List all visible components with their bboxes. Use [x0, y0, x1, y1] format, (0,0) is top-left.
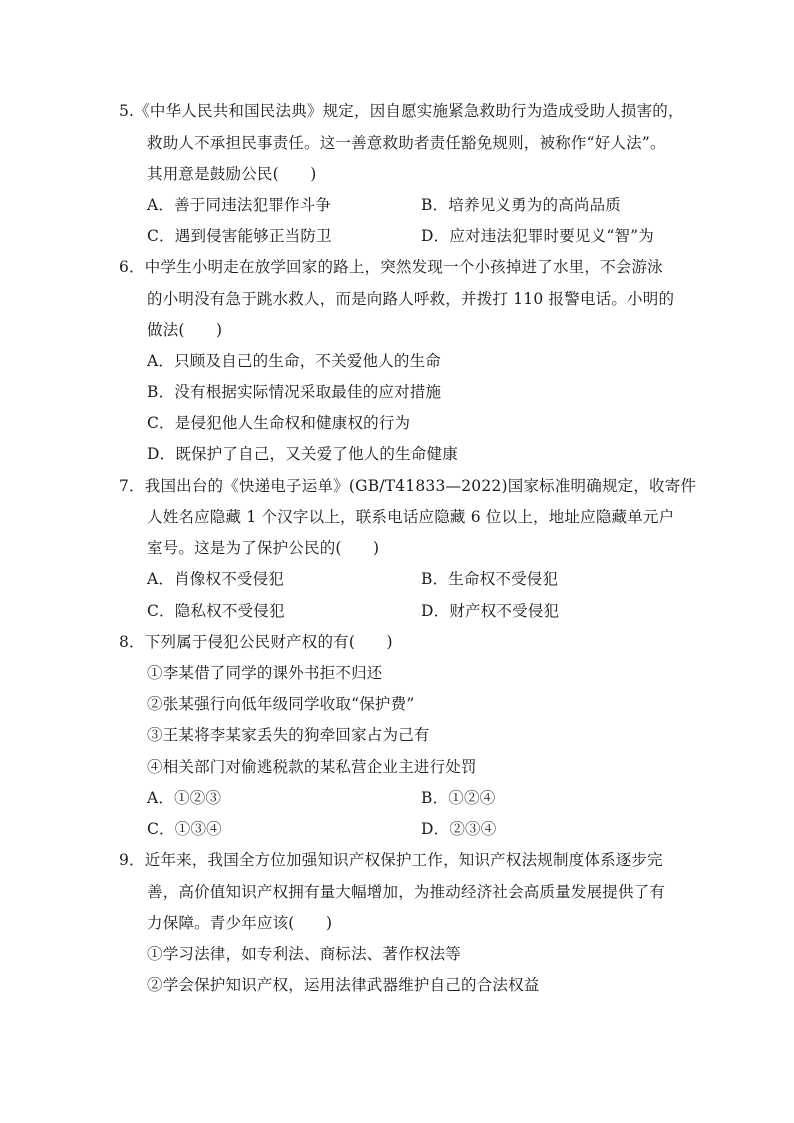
question-7-stem-line-2: 人姓名应隐藏 1 个汉字以上，联系电话应隐藏 6 位以上，地址应隐藏单元户	[147, 508, 675, 526]
question-6-option-c[interactable]: C．是侵犯他人生命权和健康权的行为	[147, 414, 411, 432]
question-7-option-c[interactable]: C．隐私权不受侵犯	[147, 602, 285, 620]
question-6-stem-line-2: 的小明没有急于跳水救人，而是向路人呼救，并拨打 110 报警电话。小明的	[147, 290, 675, 308]
question-8-option-a[interactable]: A．①②③	[147, 789, 222, 807]
question-6-stem-line-3: 做法( )	[147, 321, 223, 339]
question-5-option-a[interactable]: A．善于同违法犯罪作斗争	[147, 196, 332, 214]
question-8-option-c[interactable]: C．①③④	[147, 820, 222, 838]
question-9-item-2: ②学会保护知识产权，运用法律武器维护自己的合法权益	[147, 976, 540, 994]
question-7-stem-line-1: 7．我国出台的《快递电子运单》(GB/T41833—2022)国家标准明确规定，收寄件	[119, 477, 697, 495]
question-5-stem-line-2: 救助人不承担民事责任。这一善意救助者责任豁免规则，被称作“好人法”。	[147, 134, 666, 152]
question-5-option-c[interactable]: C．遇到侵害能够正当防卫	[147, 227, 332, 245]
question-8-option-b[interactable]: B．①②④	[421, 789, 496, 807]
question-8-stem-line-1: 8．下列属于侵犯公民财产权的有( )	[119, 633, 393, 651]
question-7-option-d[interactable]: D．财产权不受侵犯	[421, 602, 560, 620]
question-8-item-4: ④相关部门对偷逃税款的某私营企业主进行处罚	[147, 758, 477, 776]
question-8-item-3: ③王某将李某家丢失的狗牵回家占为己有	[147, 726, 430, 744]
question-7-option-b[interactable]: B．生命权不受侵犯	[421, 570, 559, 588]
question-8-item-2: ②张某强行向低年级同学收取“保护费”	[147, 695, 415, 713]
question-9-stem-line-1: 9．近年来，我国全方位加强知识产权保护工作，知识产权法规制度体系逐步完	[119, 851, 663, 869]
question-6-stem-line-1: 6．中学生小明走在放学回家的路上，突然发现一个小孩掉进了水里，不会游泳	[119, 258, 663, 276]
question-7-stem-line-3: 室号。这是为了保护公民的( )	[147, 539, 380, 557]
question-8-option-d[interactable]: D．②③④	[421, 820, 497, 838]
question-6-option-a[interactable]: A．只顾及自己的生命，不关爱他人的生命	[147, 352, 441, 370]
question-5-stem-line-1: 5.《中华人民共和国民法典》规定，因自愿实施紧急救助行为造成受助人损害的，	[119, 102, 684, 120]
question-9-item-1: ①学习法律，如专利法、商标法、著作权法等	[147, 945, 462, 963]
question-5-option-d[interactable]: D．应对违法犯罪时要见义“智”为	[421, 227, 654, 245]
question-7-option-a[interactable]: A．肖像权不受侵犯	[147, 570, 284, 588]
question-6-option-b[interactable]: B．没有根据实际情况采取最佳的应对措施	[147, 383, 442, 401]
question-5-stem-line-3: 其用意是鼓励公民( )	[147, 165, 317, 183]
question-6-option-d[interactable]: D．既保护了自己，又关爱了他人的生命健康	[147, 445, 458, 463]
question-9-stem-line-2: 善，高价值知识产权拥有量大幅增加，为推动经济社会高质量发展提供了有	[147, 883, 666, 901]
question-5-option-b[interactable]: B．培养见义勇为的高尚品质	[421, 196, 621, 214]
question-9-stem-line-3: 力保障。青少年应该( )	[147, 914, 333, 932]
question-8-item-1: ①李某借了同学的课外书拒不归还	[147, 664, 383, 682]
